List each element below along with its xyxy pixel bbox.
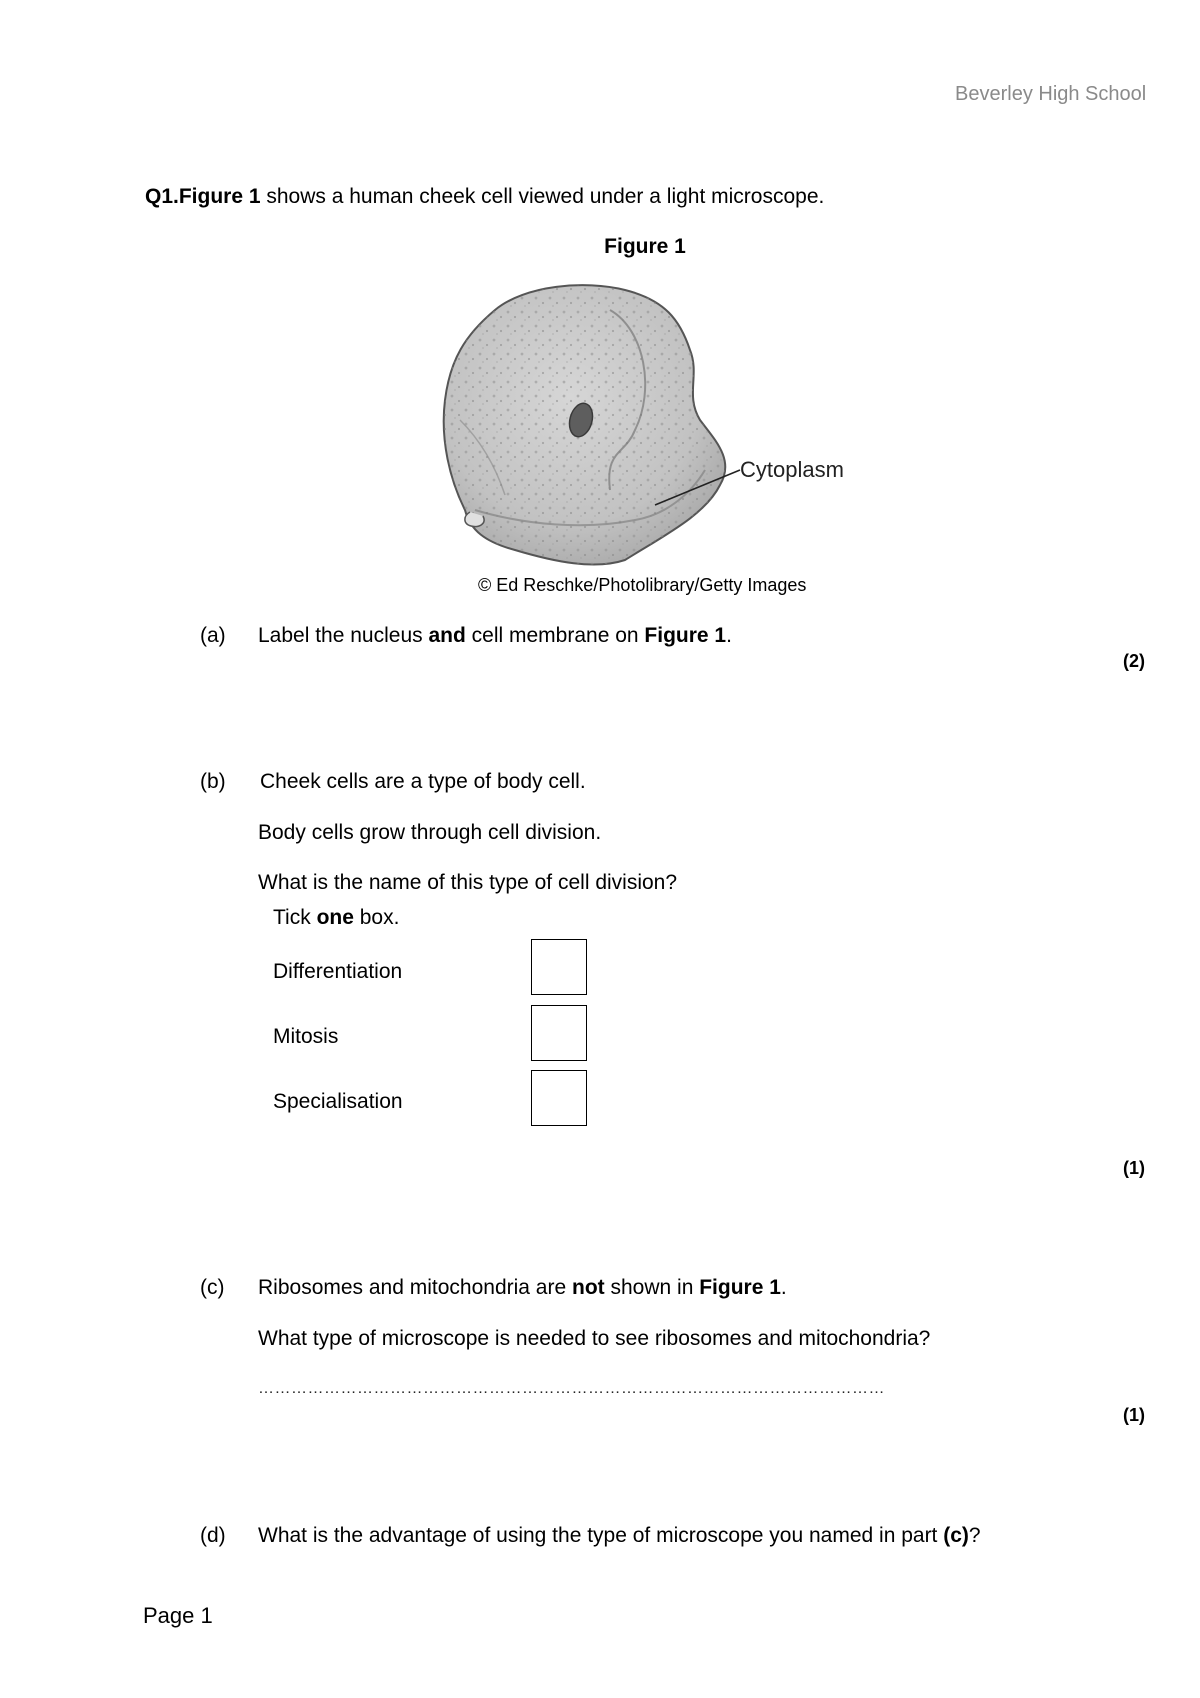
page-number: Page 1	[143, 1603, 213, 1628]
part-c-letter: (c)	[200, 1276, 225, 1299]
part-b-marks: (1)	[1123, 1158, 1145, 1178]
tickbox-specialisation[interactable]	[531, 1070, 587, 1126]
figure-credit: © Ed Reschke/Photolibrary/Getty Images	[478, 575, 807, 595]
tick-bold-one: one	[316, 906, 354, 929]
part-d-text	[258, 1524, 981, 1548]
part-c-text-2: shown in	[604, 1276, 700, 1299]
part-d-text-2: ?	[968, 1524, 981, 1547]
part-b-line-1: Cheek cells are a type of body cell.	[260, 770, 586, 793]
question-figure-ref: Figure 1	[178, 185, 261, 208]
part-c-text	[258, 1276, 787, 1300]
school-header: Beverley High School	[955, 83, 1147, 105]
part-c-bold-figure: Figure 1	[699, 1276, 781, 1299]
question-intro-text: shows a human cheek cell viewed under a light microscope.	[260, 185, 825, 208]
option-label-mitosis: Mitosis	[273, 1025, 339, 1048]
part-d-bold-c: (c)	[943, 1524, 969, 1547]
part-a-text-1: Label the nucleus	[258, 624, 429, 647]
part-d-text-1: What is the advantage of using the type of microscope you named in part	[258, 1524, 944, 1547]
part-b-line-3: What is the name of this type of cell division?	[258, 871, 678, 894]
part-c-text-3: .	[780, 1276, 787, 1299]
part-a-marks: (2)	[1123, 651, 1145, 671]
part-a-text-2: cell membrane on	[465, 624, 645, 647]
part-a-bold-figure: Figure 1	[644, 624, 727, 647]
tickbox-mitosis[interactable]	[531, 1005, 587, 1061]
figure-title: Figure 1	[604, 235, 686, 258]
part-a-text	[258, 624, 732, 648]
option-label-specialisation: Specialisation	[273, 1090, 403, 1113]
part-c-line-2: What type of microscope is needed to see ribosomes and mitochondria?	[258, 1327, 931, 1350]
part-c-answer-line[interactable]: ……………………………………………………………………………………………………	[258, 1380, 885, 1397]
part-a-text-3: .	[726, 624, 732, 647]
cheek-cell-figure	[435, 280, 855, 575]
cytoplasm-label: Cytoplasm	[740, 457, 844, 482]
part-c-marks: (1)	[1123, 1405, 1145, 1425]
tick-text-2: box.	[353, 906, 400, 929]
part-d-letter: (d)	[200, 1524, 226, 1547]
question-number: Q1.	[145, 185, 179, 208]
part-a-letter: (a)	[200, 624, 226, 647]
part-b-tick-instruction	[273, 906, 399, 930]
tickbox-differentiation[interactable]	[531, 939, 587, 995]
option-label-differentiation: Differentiation	[273, 960, 403, 983]
question-intro	[145, 185, 824, 209]
part-a-bold-and: and	[428, 624, 466, 647]
part-b-letter: (b)	[200, 770, 226, 793]
tick-text-1: Tick	[273, 906, 317, 929]
part-c-bold-not: not	[572, 1276, 605, 1299]
part-b-line-2: Body cells grow through cell division.	[258, 821, 602, 844]
part-c-text-1: Ribosomes and mitochondria are	[258, 1276, 572, 1299]
